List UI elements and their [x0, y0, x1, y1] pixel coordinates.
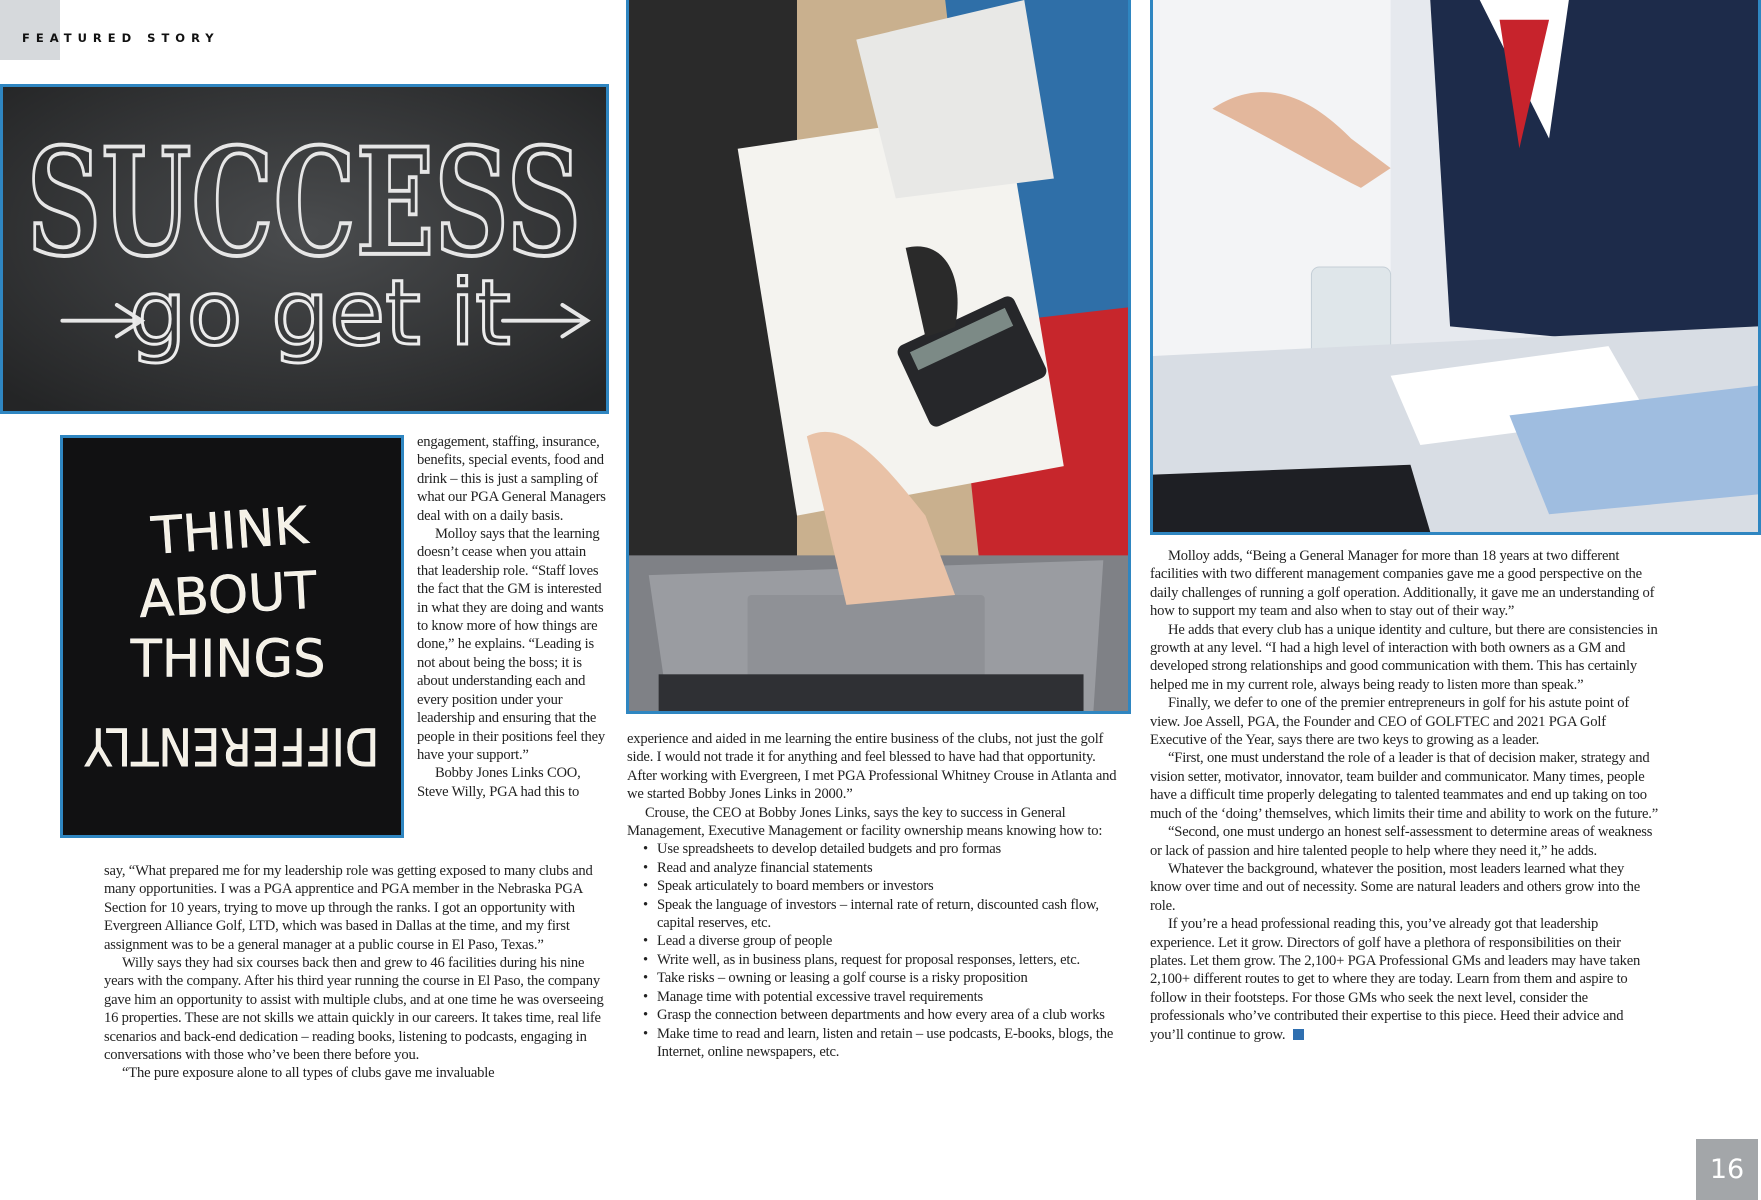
neon-line-about: ABOUT — [137, 561, 319, 631]
paragraph: Molloy adds, “Being a General Manager for more than 18 years at two different facilities with two different management companies gave me a good perspective on the daily challenges of running a golf operation. Additionally, it gave me an understanding of how to support my team and also when to stay out of their way.” — [1150, 548, 1655, 620]
paragraph: Whatever the background, whatever the position, most leaders learned what they know over time and out of necessity. Some are natural leaders and others grow into the role. — [1150, 860, 1641, 914]
paragraph: Bobby Jones Links COO, Steve Willy, PGA had this to — [417, 765, 581, 800]
paragraph: Molloy says that the learning doesn’t cease when you attain that leadership role. “Staff loves the fact that the GM is interested in what they are doing and wants to know more of how things are done,” he explains. “Leading is not about being the boss; it is about understanding each and every position under your leadership and ensuring that the people in their positions feel they have your support.” — [417, 526, 605, 763]
calculator-desk-photo — [626, 0, 1131, 714]
list-item: • Write well, as in business plans, request for proposal responses, letters, etc. — [627, 951, 1127, 969]
list-item: • Lead a diverse group of people — [627, 932, 1127, 950]
neon-line-differently: DIFFERENTLY — [83, 715, 380, 775]
page-number: 16 — [1696, 1139, 1758, 1200]
list-item: • Manage time with potential excessive travel requirements — [627, 988, 1127, 1006]
final-paragraph — [1150, 915, 1658, 1044]
list-item: • Grasp the connection between departments and how every area of a club works — [627, 1006, 1127, 1024]
paragraph: “First, one must understand the role of a leader is that of decision maker, strategy and vision setter, motivator, innovator, team builder and communicator. Many times, people have a difficult time properly delegating to talented teammates and end up taking on too much of the ‘doing’ themselves, which limits their time and ability to work on the future.” — [1150, 750, 1659, 822]
list-item: • Take risks – owning or leasing a golf course is a risky proposition — [627, 969, 1127, 987]
paragraph: Finally, we defer to one of the premier entrepreneurs in golf for his astute point of view. Joe Assell, PGA, the Founder and CEO of GOLFTEC and 2021 PGA Golf Executive of the Year, says there are two keys to growing as a leader. — [1150, 695, 1630, 749]
paragraph: Willy says they had six courses back then and grew to 46 facilities during his nine years with the company. After his third year running the course in El Paso, the company gave him an opportunity to assist with multiple clubs, and at one time he was overseeing 16 properties. These are not skills we attain quickly in our careers. It takes time, real life scenarios and back-end dedication – reading books, listening to podcasts, engaging in conversations with those who’ve been there before you. — [104, 955, 604, 1064]
skills-bullet-list — [627, 840, 1127, 1061]
paragraph: experience and aided in me learning the entire business of the clubs, not just the golf side. I would not trade it for anything and feel blessed to have had that opportunity. After working with Evergreen, I met PGA Professional Whitney Crouse in Atlanta and we started Bobby Jones Links in 2000.” — [627, 731, 1117, 803]
list-item: • Read and analyze financial statements — [627, 859, 1127, 877]
list-item: • Speak articulately to board members or investors — [627, 877, 1127, 895]
column3-text — [1150, 547, 1658, 1044]
paragraph: say, “What prepared me for my leadership role was getting exposed to many clubs and many opportunities. I was a PGA apprentice and PGA member in the Nebraska PGA Section for 10 years, trying to move up through the ranks. I got an opportunity with Evergreen Alliance Golf, LTD, which was based in Dallas at the time, and my first assignment was to be a general manager at a public course in El Paso, Texas.” — [104, 863, 593, 953]
success-chalkboard-image — [0, 84, 609, 414]
success-word: SUCCESS — [26, 115, 582, 289]
neon-line-things: THINGS — [130, 630, 326, 690]
paragraph: He adds that every club has a unique identity and culture, but there are consistencies in growth at any level. “I had a high level of interaction with both owners as a GM and developed strong relationships and good communication with them. This has certainly helped me in my current role, always being ready to listen more than speak.” — [1150, 621, 1658, 693]
go-get-it-text: go get it — [128, 261, 511, 367]
business-meeting-photo — [1150, 0, 1761, 535]
column1-narrow-text — [417, 433, 609, 801]
final-paragraph-text: If you’re a head professional reading this, you’ve already got that leadership experience. Let it grow. Directors of golf have a plethora of responsibilities on their plates. Let them grow. The 2,100+ PGA Professional GMs and leaders may have taken 2,100+ different routes to get to where they are today. Learn from them and aspire to follow in their footsteps. For those GMs who seek the next level, consider the professionals who’ve contributed their expertise to this piece. Heed their advice and you’ll continue to grow. — [1150, 916, 1641, 1043]
paragraph: Crouse, the CEO at Bobby Jones Links, says the key to success in General Management, Executive Management or facility ownership means knowing how to: — [627, 804, 1103, 840]
list-item: • Make time to read and learn, listen and retain – use podcasts, E-books, blogs, the Internet, online newspapers, etc. — [627, 1025, 1127, 1062]
list-item: • Speak the language of investors – internal rate of return, discounted cash flow, capital reserves, etc. — [627, 896, 1127, 933]
paragraph: “The pure exposure alone to all types of clubs gave me invaluable — [122, 1065, 495, 1082]
neon-line-think: THINK — [149, 496, 310, 567]
column2-text — [627, 730, 1127, 1061]
neon-think-differently-image — [60, 435, 404, 838]
paragraph: “Second, one must undergo an honest self-assessment to determine areas of weakness or lack of passion and hire talented people to help where they need it,” he adds. — [1150, 824, 1653, 859]
header-tab — [0, 0, 60, 60]
end-mark-icon — [1293, 1029, 1304, 1040]
list-item: • Use spreadsheets to develop detailed budgets and pro formas — [627, 840, 1127, 858]
section-kicker: FEATURED STORY — [22, 31, 220, 45]
column1-wide-text — [104, 862, 609, 1083]
paragraph: engagement, staffing, insurance, benefits, special events, food and drink – this is just a sampling of what our PGA General Managers deal with on a daily basis. — [417, 434, 606, 524]
